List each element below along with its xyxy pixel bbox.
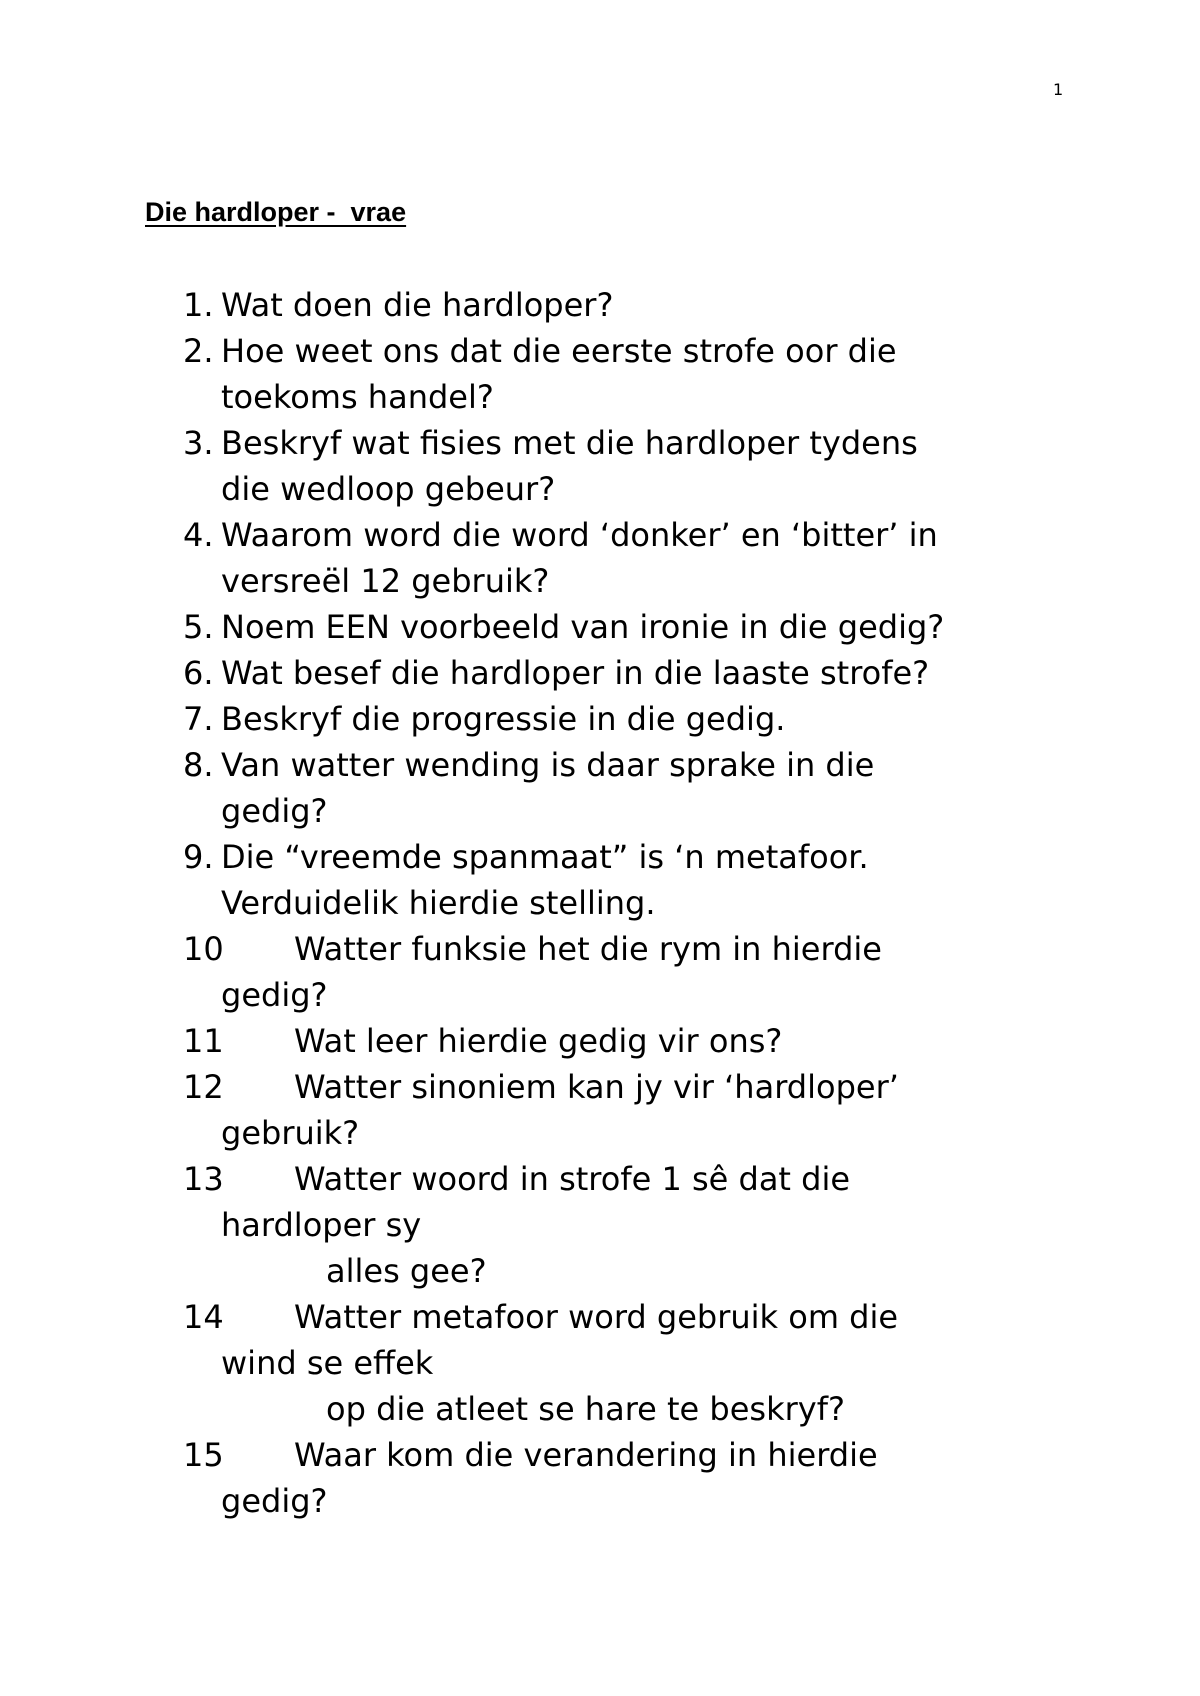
question-text-line: op die atleet se hare te beskryf? (326, 1390, 845, 1428)
question-text-line: gedig? (221, 792, 328, 830)
question-text-line: Beskryf die progressie in die gedig. (221, 700, 786, 738)
question-text-line: Wat doen die hardloper? (221, 286, 614, 324)
question-number: 9. (183, 838, 214, 876)
question-item (0, 834, 1071, 926)
question-text-line: Wat besef die hardloper in die laaste strofe? (221, 654, 930, 692)
question-text-line: Hoe weet ons dat die eerste strofe oor die (221, 332, 897, 370)
question-text-line: toekoms handel? (221, 378, 494, 416)
question-number: 10 (183, 930, 224, 968)
question-number: 15 (183, 1436, 224, 1474)
question-item (0, 1156, 1071, 1294)
question-number: 11 (183, 1022, 224, 1060)
question-item (0, 512, 1071, 604)
question-number: 6. (183, 654, 214, 692)
question-item (0, 926, 1071, 1018)
question-text-line: versreël 12 gebruik? (221, 562, 550, 600)
question-text-line: Waarom word die word ‘donker’ en ‘bitter’ in (221, 516, 938, 554)
question-text-line: Noem EEN voorbeeld van ironie in die gedig? (221, 608, 945, 646)
question-text-line: Van watter wending is daar sprake in die (221, 746, 875, 784)
question-number: 3. (183, 424, 214, 462)
question-text-line: wind se effek (221, 1344, 434, 1382)
question-text-line: gedig? (221, 976, 328, 1014)
question-item (0, 1064, 1071, 1156)
question-item (0, 650, 1071, 696)
question-item (0, 604, 1071, 650)
question-number: 13 (183, 1160, 224, 1198)
question-number: 14 (183, 1298, 224, 1336)
question-list (0, 282, 1200, 1524)
question-number: 1. (183, 286, 214, 324)
question-item (0, 742, 1071, 834)
question-text-line: Die “vreemde spanmaat” is ‘n metafoor. (221, 838, 869, 876)
question-item (0, 1432, 1071, 1524)
question-number: 8. (183, 746, 214, 784)
question-text-line: gebruik? (221, 1114, 360, 1152)
question-item (0, 1294, 1071, 1432)
question-number: 2. (183, 332, 214, 370)
question-number: 5. (183, 608, 214, 646)
question-item (0, 282, 1071, 328)
question-text-line: Watter woord in strofe 1 sê dat die (294, 1160, 851, 1198)
question-text-line: Waar kom die verandering in hierdie (294, 1436, 878, 1474)
question-text-line: Verduidelik hierdie stelling. (221, 884, 656, 922)
question-item (0, 328, 1071, 420)
question-item (0, 420, 1071, 512)
question-text-line: Beskryf wat fisies met die hardloper tydens (221, 424, 918, 462)
page-number: 1 (1053, 80, 1064, 99)
question-number: 12 (183, 1068, 224, 1106)
question-number: 7. (183, 700, 214, 738)
question-text-line: alles gee? (326, 1252, 487, 1290)
question-text-line: Watter funksie het die rym in hierdie (294, 930, 882, 968)
question-text-line: Wat leer hierdie gedig vir ons? (294, 1022, 783, 1060)
page-title: Die hardloper - vrae (145, 197, 407, 227)
question-text-line: gedig? (221, 1482, 328, 1520)
question-item (0, 696, 1071, 742)
question-text-line: Watter metafoor word gebruik om die (294, 1298, 899, 1336)
question-text-line: die wedloop gebeur? (221, 470, 556, 508)
question-number: 4. (183, 516, 214, 554)
question-item (0, 1018, 1071, 1064)
question-text-line: Watter sinoniem kan jy vir ‘hardloper’ (294, 1068, 899, 1106)
question-text-line: hardloper sy (221, 1206, 422, 1244)
